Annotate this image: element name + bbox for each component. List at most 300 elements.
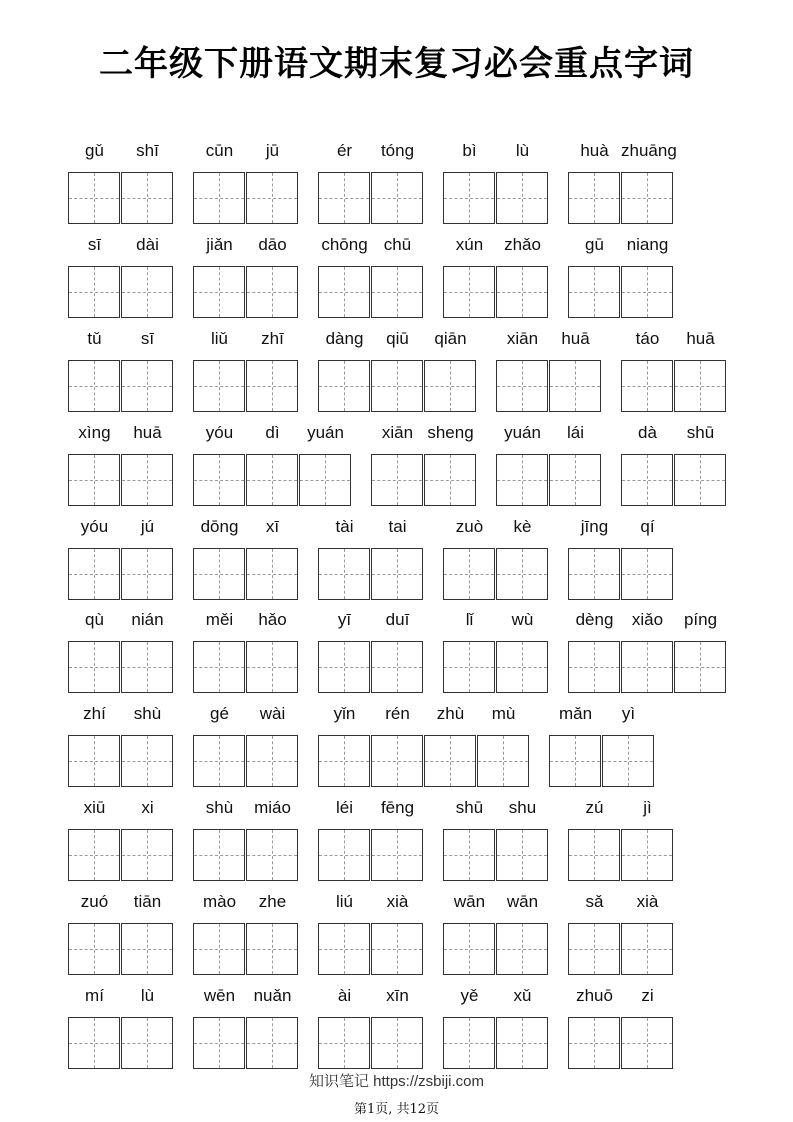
pinyin-label: huā <box>561 329 590 348</box>
guide-line-vertical <box>219 830 220 880</box>
pinyin-label: fēng <box>380 798 415 817</box>
writing-box[interactable] <box>121 266 173 318</box>
guide-line-vertical <box>522 267 523 317</box>
guide-line-vertical <box>647 549 648 599</box>
pinyin-label: huà <box>580 141 609 160</box>
pinyin-label: gé <box>210 704 229 723</box>
pinyin-label: mù <box>491 704 516 723</box>
word-row <box>0 797 793 887</box>
guide-line-vertical <box>344 1018 345 1068</box>
guide-line-vertical <box>522 924 523 974</box>
writing-box[interactable] <box>371 360 423 412</box>
writing-box[interactable] <box>68 454 120 506</box>
writing-box[interactable] <box>496 548 548 600</box>
pinyin-label: zhǎo <box>504 235 541 254</box>
pinyin-label: tǔ <box>87 329 102 348</box>
writing-box[interactable] <box>68 923 120 975</box>
writing-box[interactable] <box>246 454 298 506</box>
writing-box[interactable] <box>621 172 673 224</box>
writing-box[interactable] <box>621 548 673 600</box>
pinyin-label: hǎo <box>258 610 287 629</box>
writing-box[interactable] <box>246 172 298 224</box>
guide-line-vertical <box>700 455 701 505</box>
guide-line-vertical <box>522 455 523 505</box>
guide-line-vertical <box>522 642 523 692</box>
page-number: 第1页, 共12页 <box>353 1102 440 1117</box>
pinyin-label: píng <box>683 610 718 629</box>
guide-line-vertical <box>397 361 398 411</box>
writing-box[interactable] <box>318 548 370 600</box>
guide-line-vertical <box>272 455 273 505</box>
writing-box[interactable] <box>246 360 298 412</box>
pinyin-label: zhuāng <box>621 141 677 160</box>
writing-box[interactable] <box>246 829 298 881</box>
writing-box[interactable] <box>549 360 601 412</box>
guide-line-vertical <box>647 173 648 223</box>
writing-box[interactable] <box>121 735 173 787</box>
pinyin-label: jū <box>265 141 280 160</box>
guide-line-vertical <box>594 642 595 692</box>
pinyin-label: xiān <box>506 329 539 348</box>
pinyin-label: xià <box>636 892 659 911</box>
guide-line-vertical <box>594 830 595 880</box>
pinyin-label: nuǎn <box>253 986 292 1005</box>
word-row <box>0 234 793 324</box>
writing-box[interactable] <box>443 923 495 975</box>
guide-line-vertical <box>272 267 273 317</box>
pinyin-label: zhuō <box>576 986 613 1005</box>
guide-line-vertical <box>522 830 523 880</box>
pinyin-label: lù <box>515 141 530 160</box>
guide-line-vertical <box>594 173 595 223</box>
pinyin-label: zuó <box>80 892 109 911</box>
guide-line-vertical <box>272 924 273 974</box>
pinyin-label: yuán <box>504 423 541 442</box>
guide-line-vertical <box>647 267 648 317</box>
guide-line-vertical <box>94 642 95 692</box>
pinyin-label: xiān <box>381 423 414 442</box>
writing-box[interactable] <box>549 735 601 787</box>
pinyin-label: xi <box>141 798 154 817</box>
guide-line-vertical <box>397 1018 398 1068</box>
writing-box[interactable] <box>621 829 673 881</box>
pinyin-label: tóng <box>380 141 415 160</box>
word-row <box>0 891 793 981</box>
pinyin-label: tài <box>335 517 354 536</box>
writing-box[interactable] <box>621 266 673 318</box>
pinyin-label: duī <box>385 610 410 629</box>
pinyin-label: jiǎn <box>206 235 233 254</box>
writing-box[interactable] <box>568 548 620 600</box>
writing-box[interactable] <box>193 829 245 881</box>
writing-box[interactable] <box>443 641 495 693</box>
pinyin-label: ài <box>337 986 352 1005</box>
guide-line-vertical <box>450 361 451 411</box>
pinyin-label: xiǎo <box>631 610 664 629</box>
pinyin-label: bì <box>462 141 477 160</box>
writing-box[interactable] <box>371 1017 423 1069</box>
guide-line-vertical <box>344 173 345 223</box>
guide-line-vertical <box>219 924 220 974</box>
pinyin-label: qiū <box>386 329 409 348</box>
writing-box[interactable] <box>246 735 298 787</box>
writing-box[interactable] <box>602 735 654 787</box>
pinyin-label: dèng <box>575 610 614 629</box>
guide-line-vertical <box>147 267 148 317</box>
word-row <box>0 703 793 793</box>
pinyin-label: jì <box>643 798 652 817</box>
writing-box[interactable] <box>496 172 548 224</box>
guide-line-vertical <box>469 642 470 692</box>
pinyin-label: tiān <box>133 892 162 911</box>
pinyin-label: sī <box>140 329 155 348</box>
writing-box[interactable] <box>621 360 673 412</box>
guide-line-vertical <box>94 736 95 786</box>
writing-box[interactable] <box>193 548 245 600</box>
writing-box[interactable] <box>121 548 173 600</box>
writing-box[interactable] <box>68 548 120 600</box>
guide-line-vertical <box>344 642 345 692</box>
pinyin-label: zuò <box>455 517 484 536</box>
guide-line-vertical <box>647 455 648 505</box>
guide-line-vertical <box>700 361 701 411</box>
writing-box[interactable] <box>121 923 173 975</box>
page-title: 二年级下册语文期末复习必会重点字词 <box>99 44 694 84</box>
guide-line-vertical <box>147 642 148 692</box>
writing-box[interactable] <box>193 1017 245 1069</box>
writing-box[interactable] <box>318 172 370 224</box>
pinyin-label: dà <box>638 423 657 442</box>
pinyin-label: jú <box>140 517 155 536</box>
writing-box[interactable] <box>496 454 548 506</box>
pinyin-label: wān <box>506 892 539 911</box>
writing-box[interactable] <box>193 923 245 975</box>
writing-box[interactable] <box>371 829 423 881</box>
writing-box[interactable] <box>121 641 173 693</box>
guide-line-vertical <box>344 830 345 880</box>
guide-line-vertical <box>147 736 148 786</box>
writing-box[interactable] <box>246 923 298 975</box>
writing-box[interactable] <box>674 360 726 412</box>
pinyin-label: chōng <box>321 235 368 254</box>
guide-line-vertical <box>344 549 345 599</box>
guide-line-vertical <box>647 1018 648 1068</box>
pinyin-label: lù <box>140 986 155 1005</box>
writing-box[interactable] <box>424 735 476 787</box>
guide-line-vertical <box>219 549 220 599</box>
writing-box[interactable] <box>318 360 370 412</box>
pinyin-label: qù <box>85 610 104 629</box>
pinyin-label: lǐ <box>465 610 474 629</box>
guide-line-vertical <box>94 173 95 223</box>
pinyin-label: miáo <box>254 798 291 817</box>
pinyin-label: niang <box>626 235 669 254</box>
pinyin-label: shu <box>508 798 537 817</box>
pinyin-label: huā <box>686 329 715 348</box>
pinyin-label: ér <box>336 141 353 160</box>
writing-box[interactable] <box>568 829 620 881</box>
guide-line-vertical <box>147 549 148 599</box>
guide-line-vertical <box>344 736 345 786</box>
pinyin-label: tai <box>388 517 407 536</box>
writing-box[interactable] <box>621 641 673 693</box>
pinyin-label: yǐn <box>333 704 356 723</box>
pinyin-label: shù <box>205 798 234 817</box>
guide-line-vertical <box>272 1018 273 1068</box>
pinyin-label: shī <box>136 141 159 160</box>
guide-line-vertical <box>94 830 95 880</box>
writing-box[interactable] <box>246 548 298 600</box>
writing-box[interactable] <box>371 454 423 506</box>
writing-box[interactable] <box>674 454 726 506</box>
pinyin-label: yì <box>621 704 636 723</box>
pinyin-label: mǎn <box>558 704 593 723</box>
pinyin-label: gǔ <box>85 141 104 160</box>
writing-box[interactable] <box>68 829 120 881</box>
writing-box[interactable] <box>443 829 495 881</box>
guide-line-vertical <box>219 455 220 505</box>
writing-box[interactable] <box>68 360 120 412</box>
pinyin-label: sǎ <box>585 892 604 911</box>
guide-line-vertical <box>397 267 398 317</box>
pinyin-label: yī <box>337 610 352 629</box>
writing-box[interactable] <box>318 641 370 693</box>
writing-box[interactable] <box>68 735 120 787</box>
footer-watermark: 知识笔记 https://zsbiji.com <box>308 1073 485 1090</box>
guide-line-vertical <box>469 267 470 317</box>
pinyin-label: mào <box>202 892 237 911</box>
guide-line-vertical <box>344 267 345 317</box>
guide-line-vertical <box>522 1018 523 1068</box>
writing-box[interactable] <box>443 548 495 600</box>
guide-line-vertical <box>469 1018 470 1068</box>
pinyin-label: xìng <box>78 423 111 442</box>
writing-box[interactable] <box>318 735 370 787</box>
guide-line-vertical <box>94 361 95 411</box>
guide-line-vertical <box>94 549 95 599</box>
word-row <box>0 609 793 699</box>
writing-box[interactable] <box>318 1017 370 1069</box>
pinyin-label: xīn <box>386 986 409 1005</box>
guide-line-vertical <box>272 642 273 692</box>
writing-box[interactable] <box>121 829 173 881</box>
pinyin-label: xiū <box>83 798 106 817</box>
pinyin-label: chū <box>383 235 412 254</box>
guide-line-vertical <box>647 642 648 692</box>
writing-box[interactable] <box>193 360 245 412</box>
guide-line-vertical <box>594 1018 595 1068</box>
guide-line-vertical <box>575 736 576 786</box>
writing-box[interactable] <box>443 266 495 318</box>
pinyin-label: sī <box>87 235 102 254</box>
pinyin-label: mí <box>85 986 104 1005</box>
guide-line-vertical <box>700 642 701 692</box>
guide-line-vertical <box>219 173 220 223</box>
writing-box[interactable] <box>496 360 548 412</box>
pinyin-label: liǔ <box>210 329 228 348</box>
pinyin-label: léi <box>335 798 353 817</box>
guide-line-vertical <box>147 1018 148 1068</box>
guide-line-vertical <box>147 361 148 411</box>
guide-line-vertical <box>575 455 576 505</box>
writing-box[interactable] <box>246 266 298 318</box>
writing-box[interactable] <box>496 1017 548 1069</box>
pinyin-label: zi <box>641 986 654 1005</box>
writing-box[interactable] <box>568 641 620 693</box>
pinyin-label: rén <box>385 704 410 723</box>
pinyin-label: wù <box>511 610 534 629</box>
writing-box[interactable] <box>68 266 120 318</box>
writing-box[interactable] <box>568 1017 620 1069</box>
pinyin-label: yóu <box>80 517 109 536</box>
writing-box[interactable] <box>318 923 370 975</box>
guide-line-vertical <box>219 267 220 317</box>
guide-line-vertical <box>469 830 470 880</box>
writing-box[interactable] <box>549 454 601 506</box>
writing-box[interactable] <box>318 266 370 318</box>
pinyin-label: yuán <box>307 423 344 442</box>
writing-box[interactable] <box>424 360 476 412</box>
guide-line-vertical <box>219 736 220 786</box>
writing-box[interactable] <box>371 548 423 600</box>
pinyin-label: wēn <box>203 986 236 1005</box>
guide-line-vertical <box>147 173 148 223</box>
pinyin-label: zhù <box>436 704 465 723</box>
word-row <box>0 328 793 418</box>
guide-line-vertical <box>397 736 398 786</box>
writing-box[interactable] <box>371 266 423 318</box>
guide-line-vertical <box>344 924 345 974</box>
writing-box[interactable] <box>424 454 476 506</box>
writing-box[interactable] <box>496 641 548 693</box>
guide-line-vertical <box>219 361 220 411</box>
writing-box[interactable] <box>121 1017 173 1069</box>
guide-line-vertical <box>522 173 523 223</box>
writing-box[interactable] <box>443 172 495 224</box>
pinyin-label: nián <box>131 610 164 629</box>
guide-line-vertical <box>647 924 648 974</box>
guide-line-vertical <box>503 736 504 786</box>
writing-box[interactable] <box>674 641 726 693</box>
pinyin-label: měi <box>205 610 234 629</box>
word-row <box>0 422 793 512</box>
pinyin-label: wài <box>259 704 286 723</box>
writing-box[interactable] <box>193 266 245 318</box>
guide-line-vertical <box>522 549 523 599</box>
pinyin-label: dāo <box>258 235 287 254</box>
guide-line-vertical <box>94 1018 95 1068</box>
guide-line-vertical <box>647 830 648 880</box>
guide-line-vertical <box>397 642 398 692</box>
writing-box[interactable] <box>246 1017 298 1069</box>
writing-box[interactable] <box>371 923 423 975</box>
pinyin-label: shù <box>133 704 162 723</box>
guide-line-vertical <box>219 642 220 692</box>
guide-line-vertical <box>94 924 95 974</box>
guide-line-vertical <box>469 549 470 599</box>
writing-box[interactable] <box>193 454 245 506</box>
writing-box[interactable] <box>121 454 173 506</box>
guide-line-vertical <box>628 736 629 786</box>
writing-box[interactable] <box>496 923 548 975</box>
pinyin-label: dài <box>136 235 159 254</box>
guide-line-vertical <box>397 173 398 223</box>
writing-box[interactable] <box>443 1017 495 1069</box>
guide-line-vertical <box>219 1018 220 1068</box>
writing-box[interactable] <box>477 735 529 787</box>
writing-box[interactable] <box>621 1017 673 1069</box>
guide-line-vertical <box>594 549 595 599</box>
pinyin-label: xià <box>386 892 409 911</box>
writing-box[interactable] <box>193 172 245 224</box>
pinyin-label: xún <box>455 235 484 254</box>
guide-line-vertical <box>575 361 576 411</box>
writing-box[interactable] <box>371 735 423 787</box>
writing-box[interactable] <box>496 829 548 881</box>
writing-box[interactable] <box>568 172 620 224</box>
writing-box[interactable] <box>68 641 120 693</box>
guide-line-vertical <box>147 830 148 880</box>
pinyin-label: liú <box>335 892 353 911</box>
writing-box[interactable] <box>121 360 173 412</box>
writing-box[interactable] <box>371 641 423 693</box>
pinyin-label: dì <box>265 423 280 442</box>
pinyin-label: gū <box>585 235 604 254</box>
pinyin-label: táo <box>635 329 660 348</box>
writing-box[interactable] <box>193 735 245 787</box>
guide-line-vertical <box>397 549 398 599</box>
writing-box[interactable] <box>299 454 351 506</box>
guide-line-vertical <box>397 924 398 974</box>
guide-line-vertical <box>647 361 648 411</box>
guide-line-vertical <box>272 830 273 880</box>
writing-box[interactable] <box>568 923 620 975</box>
guide-line-vertical <box>469 173 470 223</box>
guide-line-vertical <box>272 173 273 223</box>
writing-box[interactable] <box>246 641 298 693</box>
writing-box[interactable] <box>121 172 173 224</box>
guide-line-vertical <box>594 267 595 317</box>
pinyin-label: lái <box>566 423 584 442</box>
guide-line-vertical <box>94 455 95 505</box>
pinyin-label: yě <box>460 986 479 1005</box>
writing-box[interactable] <box>68 172 120 224</box>
writing-box[interactable] <box>568 266 620 318</box>
guide-line-vertical <box>522 361 523 411</box>
pinyin-label: qiān <box>434 329 467 348</box>
writing-box[interactable] <box>193 641 245 693</box>
writing-box[interactable] <box>621 454 673 506</box>
writing-box[interactable] <box>496 266 548 318</box>
writing-box[interactable] <box>318 829 370 881</box>
pinyin-label: zhe <box>258 892 287 911</box>
pinyin-label: jīng <box>580 517 609 536</box>
pinyin-label: dàng <box>325 329 364 348</box>
writing-box[interactable] <box>371 172 423 224</box>
guide-line-vertical <box>272 736 273 786</box>
guide-line-vertical <box>397 455 398 505</box>
word-row <box>0 985 793 1075</box>
writing-box[interactable] <box>621 923 673 975</box>
pinyin-label: wān <box>453 892 486 911</box>
guide-line-vertical <box>450 455 451 505</box>
pinyin-label: xī <box>265 517 280 536</box>
pinyin-label: kè <box>513 517 532 536</box>
pinyin-label: zú <box>585 798 604 817</box>
pinyin-label: sheng <box>427 423 474 442</box>
writing-box[interactable] <box>68 1017 120 1069</box>
pinyin-label: xǔ <box>513 986 532 1005</box>
